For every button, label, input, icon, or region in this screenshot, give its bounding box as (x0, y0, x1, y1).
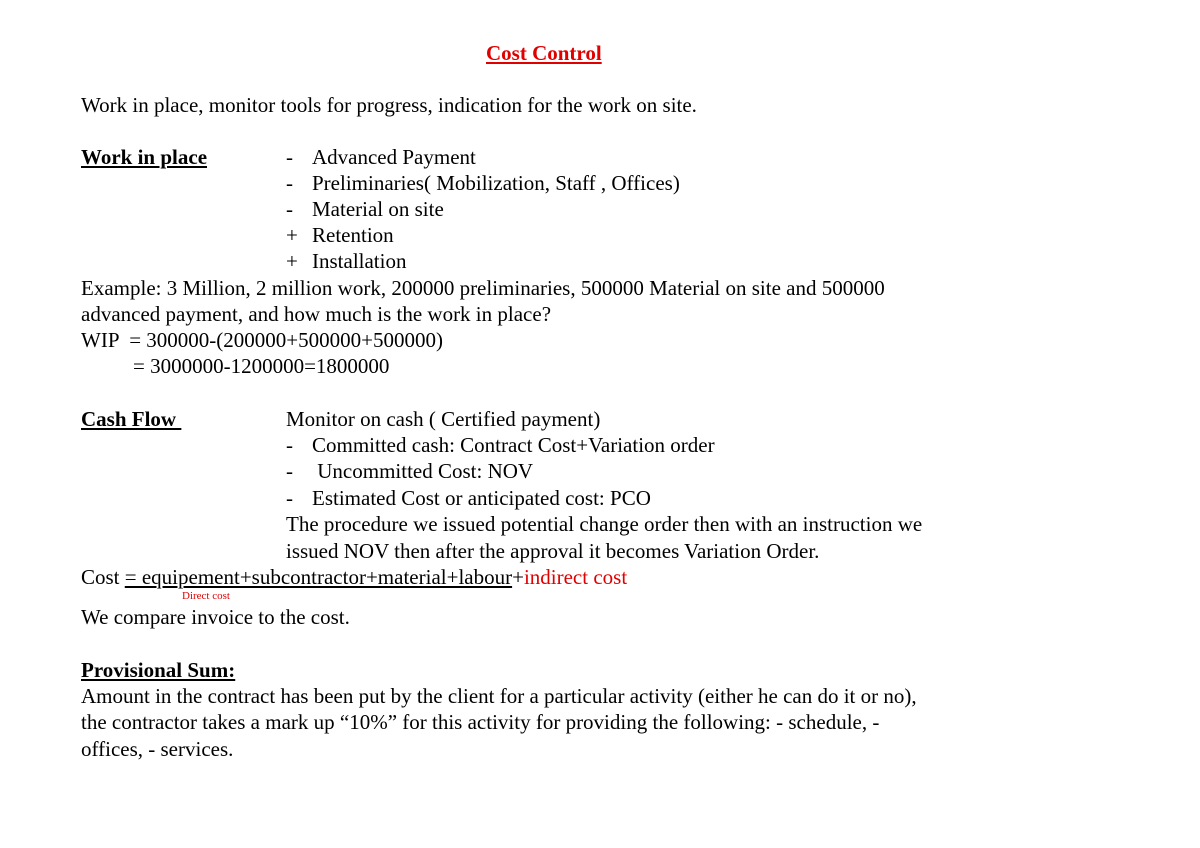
wip-item: + Retention (286, 223, 394, 247)
intro-text: Work in place, monitor tools for progress, indication for the work on site. (81, 93, 697, 117)
direct-cost-note: Direct cost (182, 590, 230, 602)
cash-flow-item: - Estimated Cost or anticipated cost: PCO (286, 486, 651, 510)
indirect-cost: indirect cost (523, 565, 628, 589)
wip-calc-line-1: WIP = 300000-(200000+500000+500000) (81, 328, 443, 352)
wip-item: + Installation (286, 249, 407, 273)
provisional-sum-heading: Provisional Sum: (81, 658, 236, 682)
wip-calc-line-2: = 3000000-1200000=1800000 (133, 354, 390, 378)
cost-formula (81, 565, 627, 589)
example-line-2: advanced payment, and how much is the work in place? (81, 302, 552, 326)
cost-prefix: Cost (81, 565, 125, 589)
page-title: Cost Control (486, 41, 602, 65)
cash-flow-item: - Uncommitted Cost: NOV (286, 459, 534, 483)
plus-sign: + (512, 565, 524, 589)
provisional-line-2: the contractor takes a mark up “10%” for this activity for providing the following: - schedule, - (81, 710, 880, 734)
example-line-1: Example: 3 Million, 2 million work, 200000 preliminaries, 500000 Material on site and 500000 (81, 276, 885, 300)
wip-item: - Material on site (286, 197, 444, 221)
compare-text: We compare invoice to the cost. (81, 605, 350, 629)
cash-flow-intro: Monitor on cash ( Certified payment) (286, 407, 601, 431)
direct-cost-formula: = equipement+subcontractor+material+labour (124, 565, 513, 589)
wip-item: - Preliminaries( Mobilization, Staff , Offices) (286, 171, 680, 195)
work-in-place-heading: Work in place (81, 145, 208, 169)
wip-item: - Advanced Payment (286, 145, 476, 169)
procedure-line-1: The procedure we issued potential change order then with an instruction we (286, 512, 923, 536)
provisional-line-1: Amount in the contract has been put by the client for a particular activity (either he can do it or no), (81, 684, 917, 708)
provisional-line-3: offices, - services. (81, 737, 234, 761)
cash-flow-heading: Cash Flow (81, 407, 182, 431)
cash-flow-item: - Committed cash: Contract Cost+Variation order (286, 433, 715, 457)
procedure-line-2: issued NOV then after the approval it becomes Variation Order. (286, 539, 820, 563)
